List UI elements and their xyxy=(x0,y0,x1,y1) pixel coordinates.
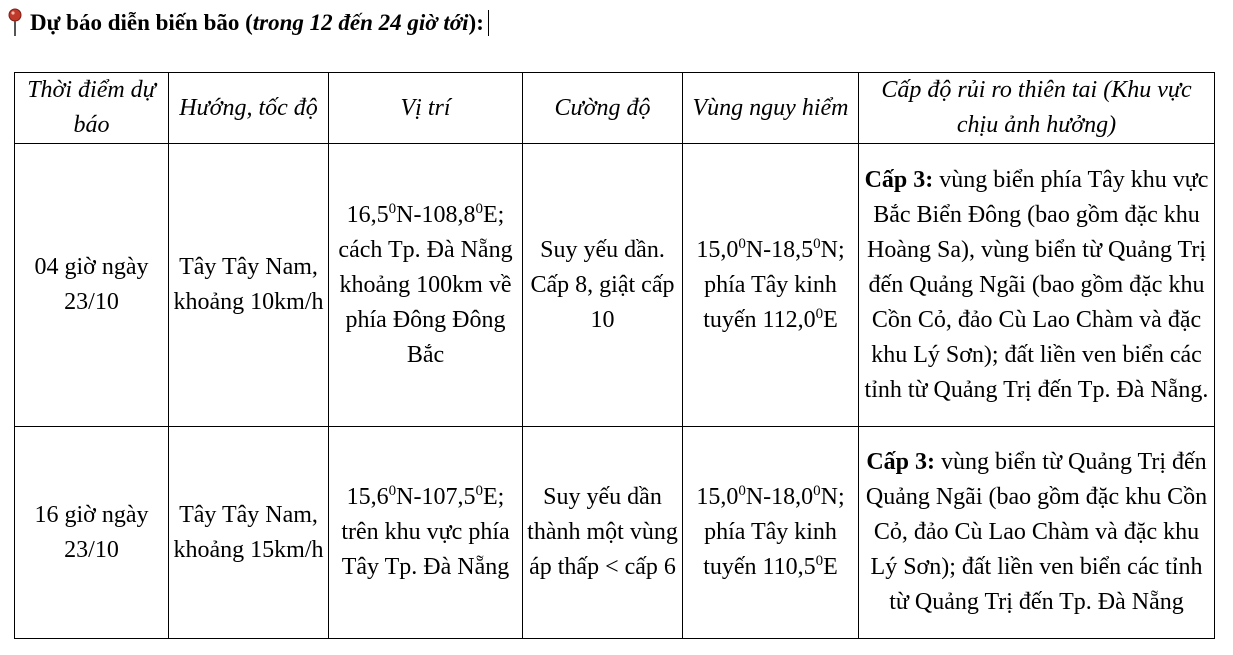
risk-level-label: Cấp 3: xyxy=(866,449,935,475)
heading-prefix: Dự báo diễn biến bão ( xyxy=(30,10,253,35)
table-header-row xyxy=(15,73,1215,144)
forecast-table xyxy=(14,72,1215,639)
cell-risk xyxy=(859,144,1215,427)
cell-intensity: Suy yếu dần. Cấp 8, giật cấp 10 xyxy=(523,144,683,427)
cell-position: 16,5$^0$N-108,8$^0$E; cách Tp. Đà Nẵng khoảng 100km về phía Đông Đông Bắc xyxy=(329,144,523,427)
col-header-time: Thời điểm dự báo xyxy=(15,73,169,144)
cell-intensity: Suy yếu dần thành một vùng áp thấp < cấp 6 xyxy=(523,427,683,639)
col-header-position: Vị trí xyxy=(329,73,523,144)
table-row xyxy=(15,144,1215,427)
col-header-direction: Hướng, tốc độ xyxy=(169,73,329,144)
heading-italic: trong 12 đến 24 giờ tới xyxy=(252,10,469,35)
cell-risk xyxy=(859,427,1215,639)
cell-time: 16 giờ ngày 23/10 xyxy=(15,427,169,639)
risk-area-text: vùng biển từ Quảng Trị đến Quảng Ngãi (bao gồm đặc khu Cồn Cỏ, đảo Cù Lao Chàm và đặc khu Lý Sơn); đất liền ven biển các tỉnh từ Quảng Trị đến Tp. Đà Nẵng xyxy=(865,449,1208,615)
pushpin-icon xyxy=(6,8,24,38)
col-header-danger-zone: Vùng nguy hiểm xyxy=(683,73,859,144)
cut-off-text-line xyxy=(0,0,1233,4)
cell-direction: Tây Tây Nam, khoảng 15km/h xyxy=(169,427,329,639)
cell-position: 15,6$^0$N-107,5$^0$E; trên khu vực phía Tây Tp. Đà Nẵng xyxy=(329,427,523,639)
risk-level-label: Cấp 3: xyxy=(864,166,934,193)
risk-area-text: vùng biển phía Tây khu vực Bắc Biển Đông (bao gồm đặc khu Hoàng Sa), vùng biển từ Quảng Trị đến Quảng Ngãi (bao gồm đặc khu Cồn Cỏ, đảo Cù Lao Chàm và đặc khu Lý Sơn); đất liền ven biển các tỉnh từ Quảng Trị đến Tp. Đà Nẵng. xyxy=(864,166,1209,403)
heading-suffix: ): xyxy=(468,10,484,35)
cell-danger-zone: 15,0$^0$N-18,5$^0$N; phía Tây kinh tuyến 112,0$^0$E xyxy=(683,144,859,427)
col-header-risk-level: Cấp độ rủi ro thiên tai (Khu vực chịu ảnh hưởng) xyxy=(859,73,1215,144)
cell-direction: Tây Tây Nam, khoảng 10km/h xyxy=(169,144,329,427)
cell-time: 04 giờ ngày 23/10 xyxy=(15,144,169,427)
table-row xyxy=(15,427,1215,639)
col-header-intensity: Cường độ xyxy=(523,73,683,144)
text-cursor xyxy=(488,10,489,36)
forecast-heading xyxy=(6,8,489,38)
cell-danger-zone: 15,0$^0$N-18,0$^0$N; phía Tây kinh tuyến 110,5$^0$E xyxy=(683,427,859,639)
